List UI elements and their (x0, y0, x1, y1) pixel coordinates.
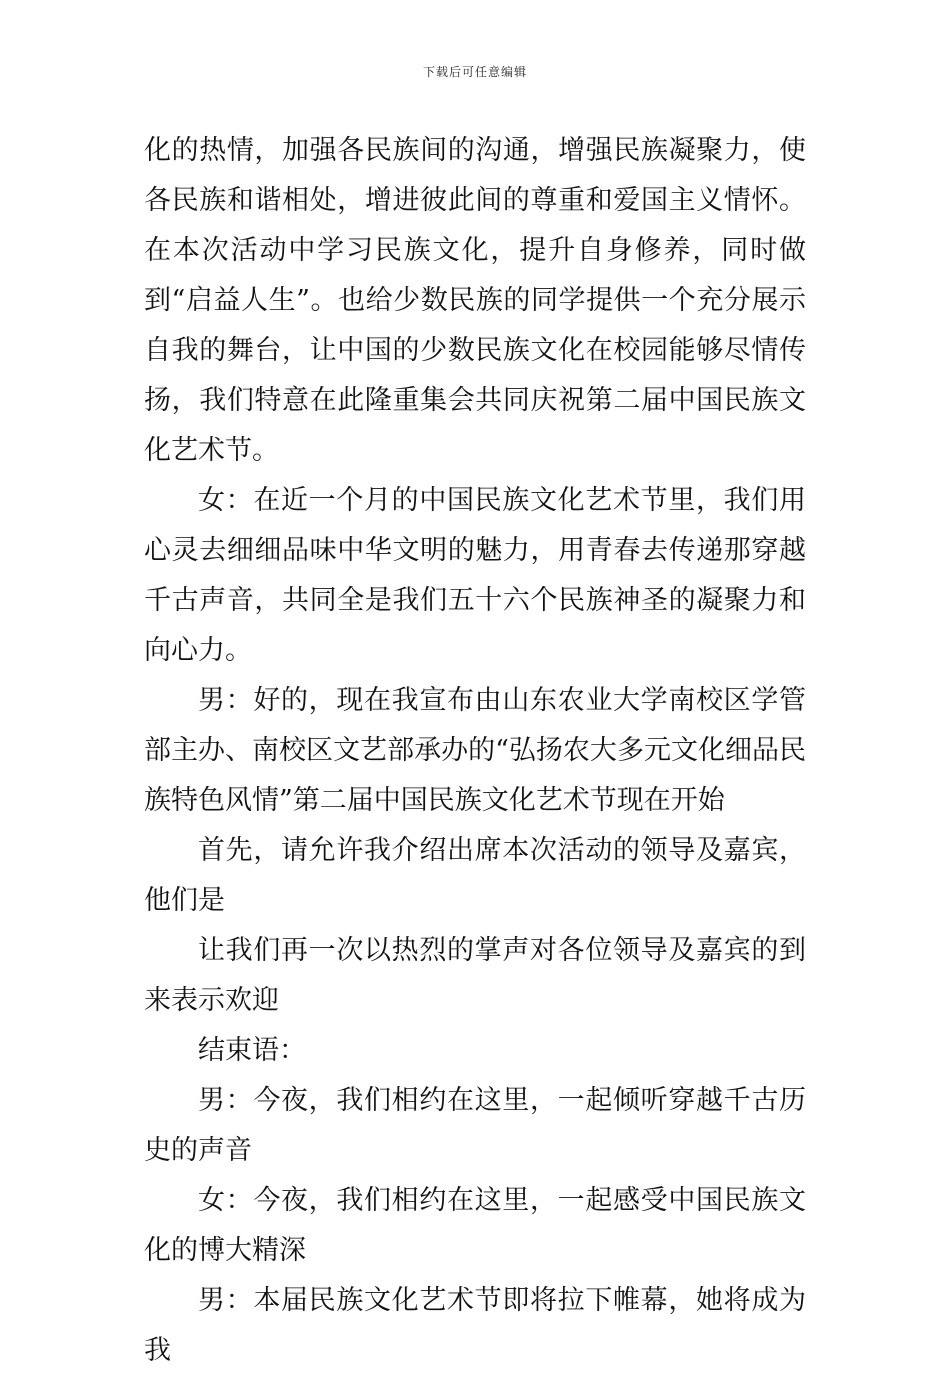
paragraph-welcome-applause: 让我们再一次以热烈的掌声对各位领导及嘉宾的到来表示欢迎 (144, 935, 806, 1016)
paragraph-male-tonight: 男：今夜，我们相约在这里，一起倾听穿越千古历史的声音 (144, 1085, 806, 1166)
paragraph-continued: 化的热情，加强各民族间的沟通，增强民族凝聚力，使各民族和谐相处，增进彼此间的尊重和爱国主义情怀。在本次活动中学习民族文化，提升自身修养，同时做到“启益人生”。也给少数民族的同学提供一个充分展示自我的舞台，让中国的少数民族文化在校园能够尽情传扬，我们特意在此隆重集会共同庆祝第二届中国民族文化艺术节。 (144, 135, 806, 466)
paragraph-female-tonight: 女：今夜，我们相约在这里，一起感受中国民族文化的博大精深 (144, 1185, 806, 1266)
paragraph-introduce-guests: 首先，请允许我介绍出席本次活动的领导及嘉宾，他们是 (144, 835, 806, 916)
paragraph-male-opening: 男：好的，现在我宣布由山东农业大学南校区学管部主办、南校区文艺部承办的“弘扬农大多元文化细品民族特色风情”第二届中国民族文化艺术节现在开始 (144, 685, 806, 816)
paragraph-female-speech: 女：在近一个月的中国民族文化艺术节里，我们用心灵去细细品味中华文明的魅力，用青春去传递那穿越千古声音，共同全是我们五十六个民族神圣的凝聚力和向心力。 (144, 485, 806, 666)
paragraph-male-closing: 男：本届民族文化艺术节即将拉下帷幕，她将成为我 (144, 1285, 806, 1366)
page-header: 下载后可任意编辑 (422, 65, 527, 79)
paragraph-closing-heading: 结束语： (198, 1035, 306, 1066)
document-body (144, 126, 806, 1376)
